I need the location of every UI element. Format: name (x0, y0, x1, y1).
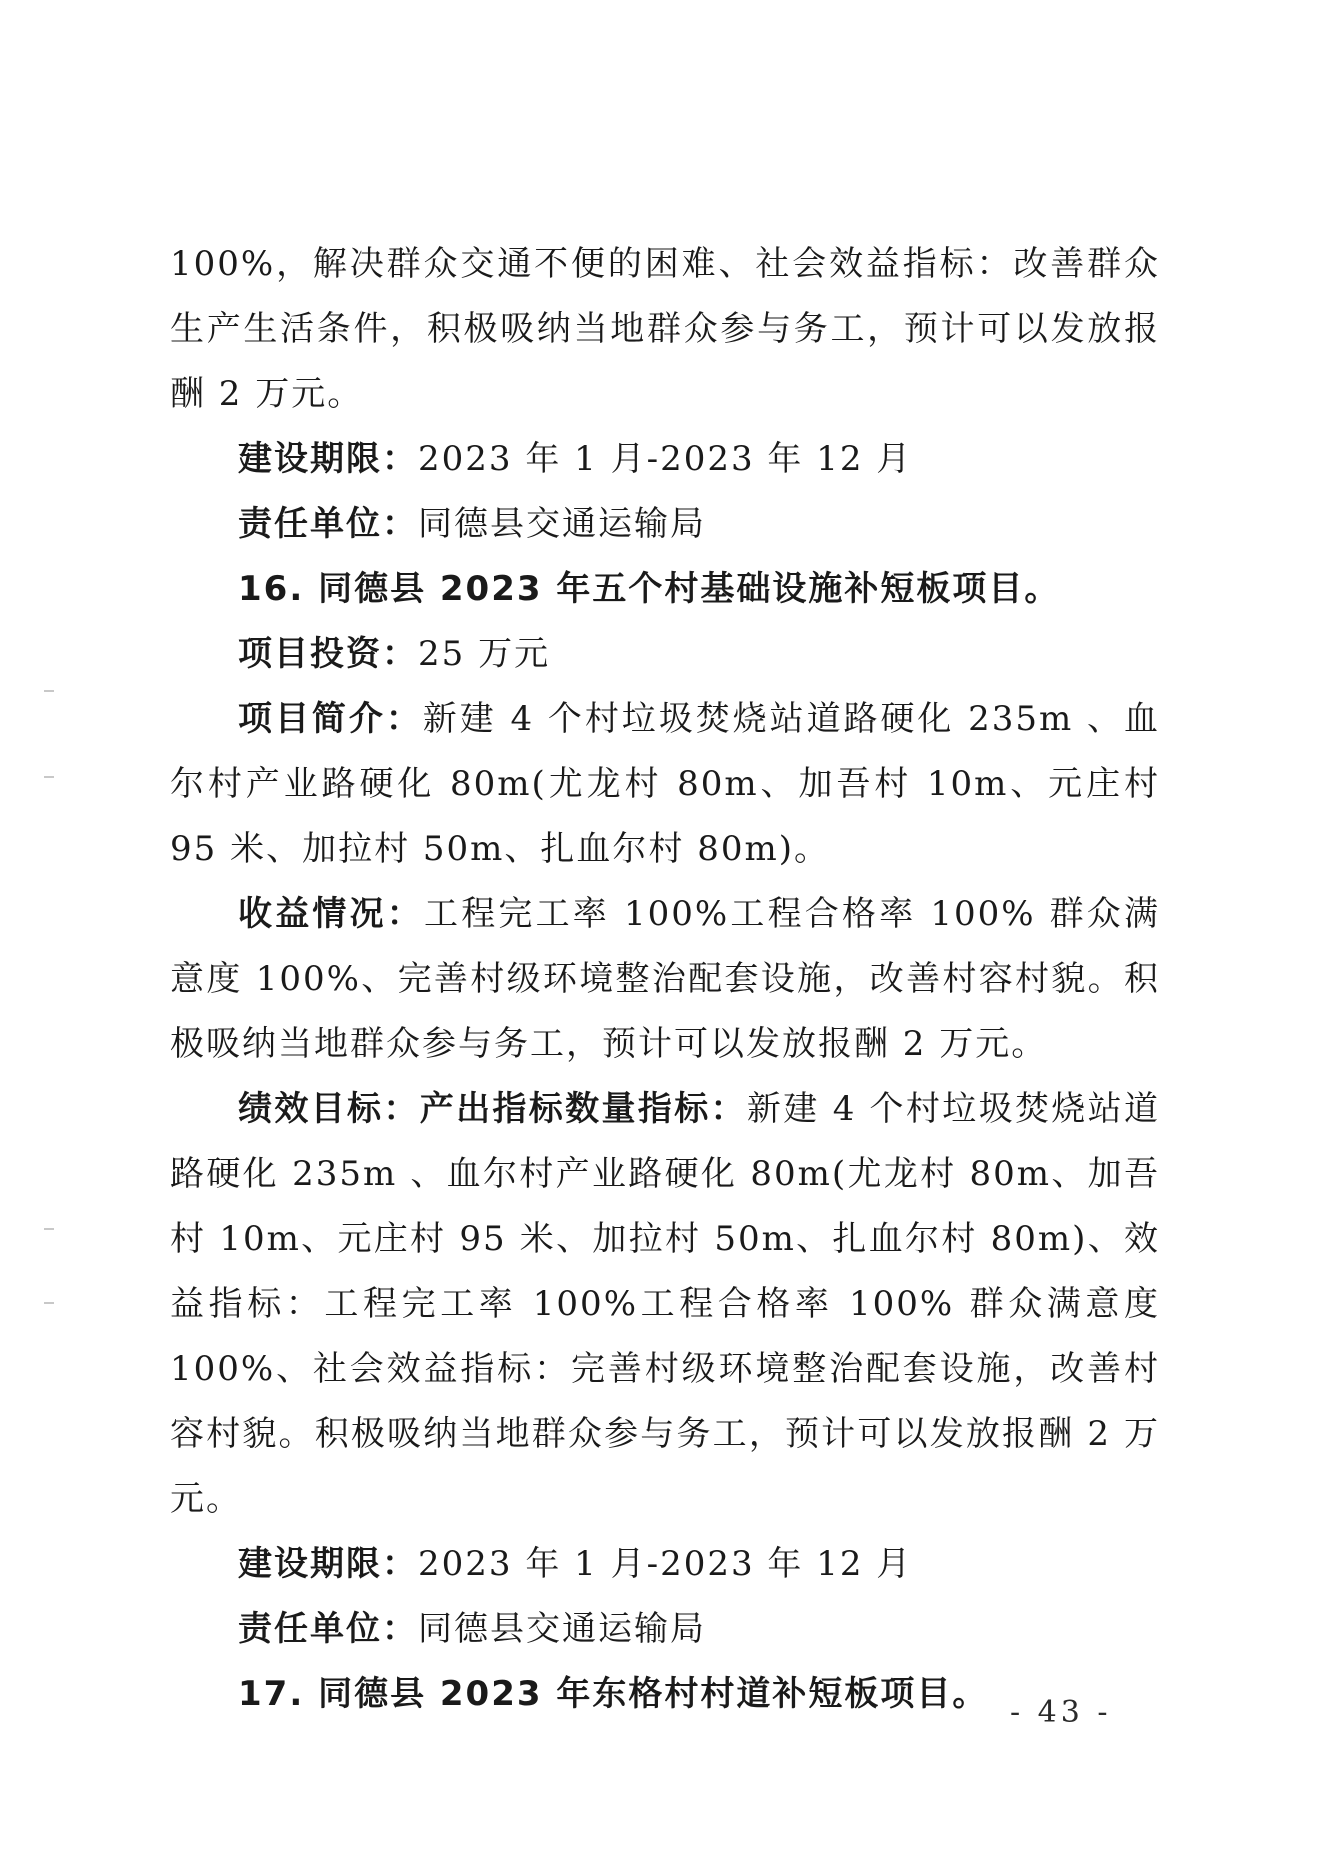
paragraph-responsible-unit (170, 492, 1160, 557)
paragraph-construction-period (170, 427, 1160, 492)
field-label: 绩效目标：产出指标数量指标： (238, 1089, 747, 1129)
field-value: 同德县交通运输局 (418, 504, 706, 544)
field-label: 建设期限： (238, 439, 418, 479)
page-number: - 43 - (1010, 1695, 1112, 1730)
paragraph-text: 100%，解决群众交通不便的困难、社会效益指标：改善群众生产生活条件，积极吸纳当地群众参与务工，预计可以发放报酬 2 万元。 (170, 244, 1160, 414)
scan-artifact-mark (44, 776, 54, 778)
paragraph-project-investment (170, 622, 1160, 687)
scan-artifact-mark (44, 1302, 54, 1304)
paragraph-income (170, 882, 1160, 1077)
scan-artifact-mark (44, 690, 54, 692)
field-value: 新建 4 个村垃圾焚烧站道路硬化 235m 、血尔村产业路硬化 80m(尤龙村 80m、加吾村 10m、元庄村 95 米、加拉村 50m、扎血尔村 80m)、效益指标：工程完工率 100%工程合格率 100% 群众满意度 100%、社会效益指标：完善村级环境整治配套设施，改善村容村貌。积极吸纳当地群众参与务工，预计可以发放报酬 2 万元。 (170, 1089, 1161, 1519)
paragraph-responsible-unit (170, 1597, 1160, 1662)
heading-text: 17. 同德县 2023 年东格村村道补短板项目。 (238, 1674, 989, 1714)
field-value: 25 万元 (418, 634, 551, 674)
paragraph-project-summary (170, 687, 1160, 882)
field-label: 项目投资： (238, 634, 418, 674)
field-value: 工程完工率 100%工程合格率 100% 群众满意度 100%、完善村级环境整治配套设施，改善村容村貌。积极吸纳当地群众参与务工，预计可以发放报酬 2 万元。 (170, 894, 1161, 1064)
paragraph-continued-benefit (170, 232, 1160, 427)
field-label: 项目简介： (238, 699, 423, 739)
paragraph-construction-period (170, 1532, 1160, 1597)
field-value: 新建 4 个村垃圾焚烧站道路硬化 235m 、血尔村产业路硬化 80m(尤龙村 80m、加吾村 10m、元庄村 95 米、加拉村 50m、扎血尔村 80m)。 (170, 699, 1161, 869)
field-label: 建设期限： (238, 1544, 418, 1584)
field-value: 2023 年 1 月-2023 年 12 月 (418, 439, 913, 479)
heading-text: 16. 同德县 2023 年五个村基础设施补短板项目。 (238, 569, 1061, 609)
field-label: 责任单位： (238, 504, 418, 544)
field-label: 责任单位： (238, 1609, 418, 1649)
field-value: 同德县交通运输局 (418, 1609, 706, 1649)
field-label: 收益情况： (238, 894, 424, 934)
project-heading-16 (170, 557, 1160, 622)
document-body (170, 232, 1160, 1727)
paragraph-performance-goals (170, 1077, 1160, 1532)
scan-artifact-mark (44, 1228, 54, 1230)
field-value: 2023 年 1 月-2023 年 12 月 (418, 1544, 913, 1584)
